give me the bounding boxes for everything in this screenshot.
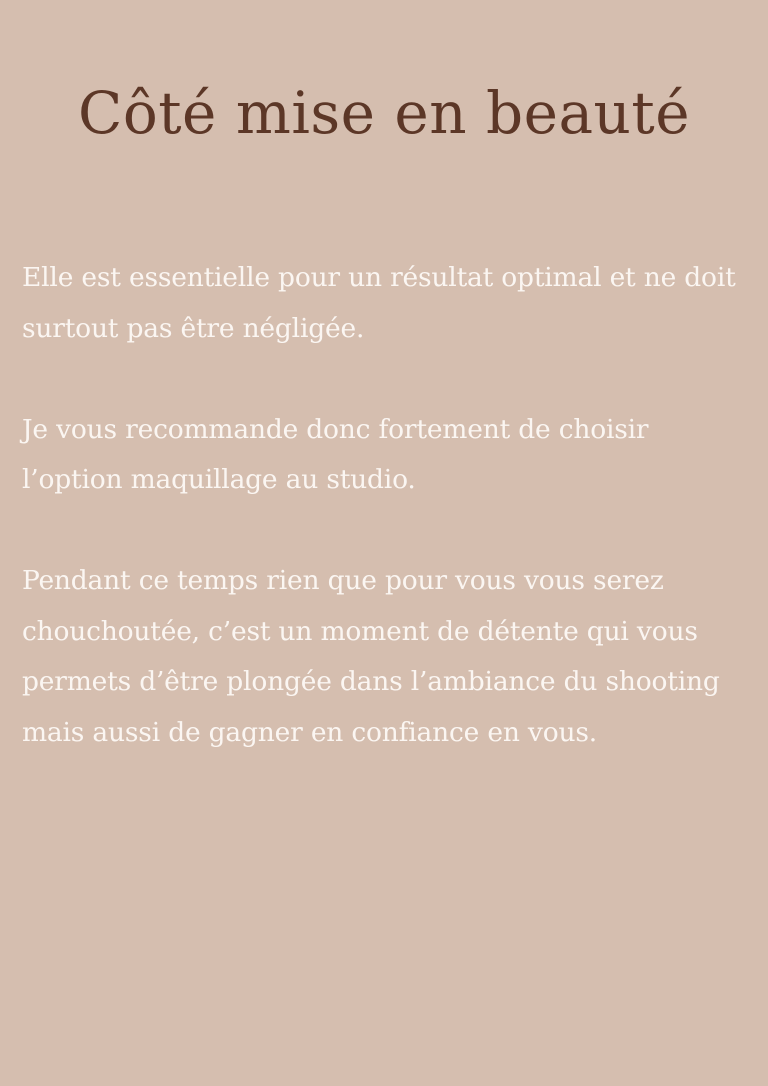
page-title: Côté mise en beauté <box>77 79 691 147</box>
paragraph-recommendation: Je vous recommande donc fortement de choisir l’option maquillage au studio. <box>22 413 649 495</box>
paragraph-details: Pendant ce temps rien que pour vous vous serez chouchoutée, c’est un moment de détente qui vous permets d’être plongée dans l’ambiance du shooting mais aussi de gagner en confiance en vous. <box>22 565 720 748</box>
paragraph-intro: Elle est essentielle pour un résultat optimal et ne doit surtout pas être négligée. <box>22 262 736 344</box>
body-text <box>22 253 752 809</box>
